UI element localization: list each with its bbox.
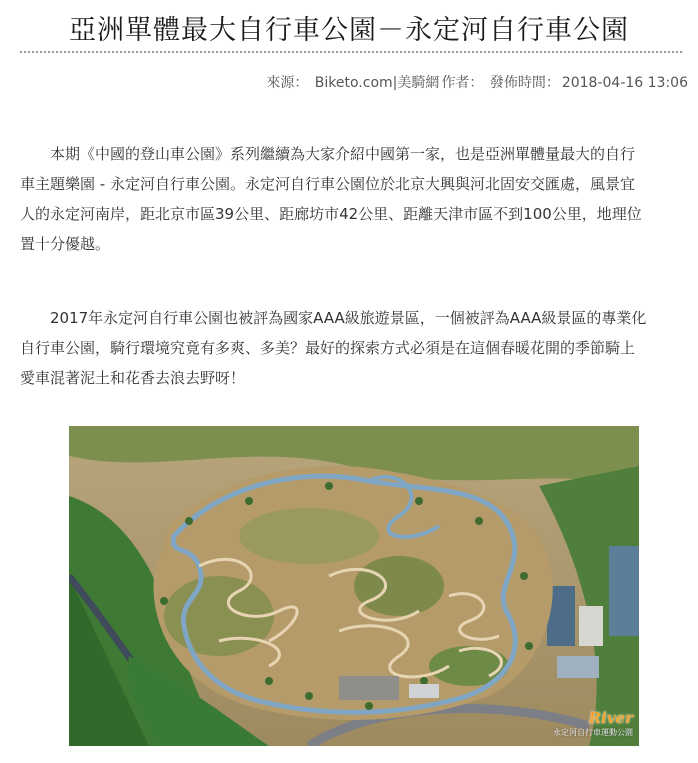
paragraph-rating <box>20 303 685 393</box>
paragraph-line: 人的永定河南岸，距北京市區39公里、距廊坊市42公里、距離天津市區不到100公里，地理位 <box>20 205 642 223</box>
title-divider <box>20 51 682 53</box>
author-label: 作者： <box>441 75 484 91</box>
article-title: 亞洲單體最大自行車公園－永定河自行車公園 <box>69 15 629 46</box>
paragraph-line: 置十分優越。 <box>20 235 111 253</box>
paragraph-intro <box>20 139 685 259</box>
aerial-park-illustration <box>69 426 639 746</box>
aerial-park-photo <box>69 426 639 746</box>
source-label: 來源： <box>266 75 309 91</box>
paragraph-line: 愛車混著泥土和花香去浪去野呀！ <box>20 369 246 387</box>
paragraph-line: 2017年永定河自行車公園也被評為國家AAA級旅遊景區，一個被評為AAA級景區的專業化 <box>50 309 647 327</box>
date-label: 發佈時間： <box>489 75 560 91</box>
paragraph-line: 本期《中國的登山車公園》系列繼續為大家介紹中國第一家，也是亞洲單體量最大的自行 <box>50 145 636 163</box>
paragraph-line: 車主題樂園 - 永定河自行車公園。永定河自行車公園位於北京大興與河北固安交匯處，風景宜 <box>20 175 635 193</box>
watermark-logo: River <box>588 709 633 727</box>
article-meta <box>264 72 688 92</box>
watermark-text: 永定河自行車運動公園 <box>553 728 633 737</box>
date-value: 2018-04-16 13:06 <box>561 75 688 91</box>
paragraph-line: 自行車公園，騎行環境究竟有多爽、多美？最好的探索方式必須是在這個春暖花開的季節騎上 <box>20 339 636 357</box>
source-value: Biketo.com|美騎網 <box>314 75 440 91</box>
photo-watermark <box>553 709 633 738</box>
